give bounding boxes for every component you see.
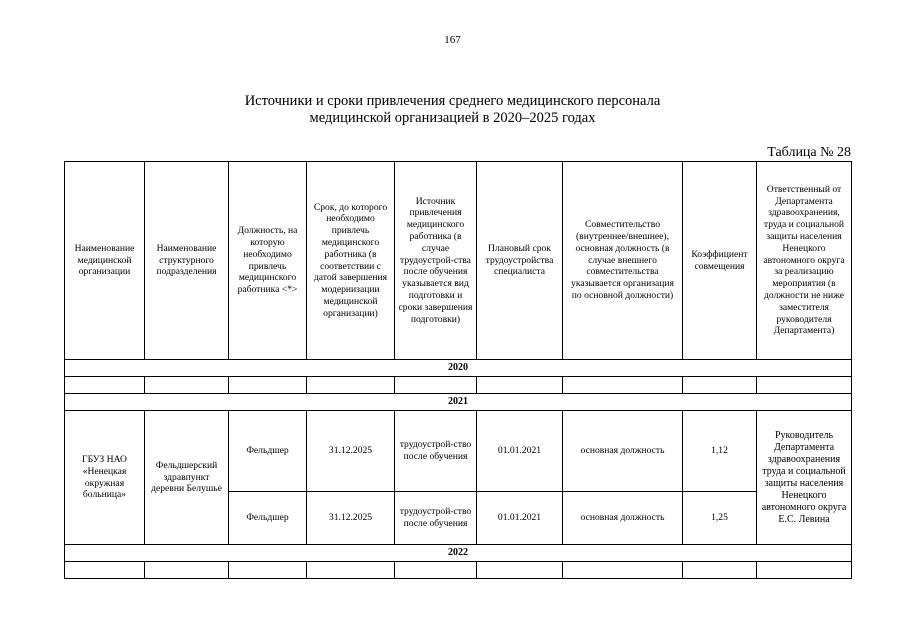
unit-name-cell: Фельдшерский здравпункт деревни Белушье (145, 411, 229, 545)
empty-cell (307, 562, 395, 579)
org-name-cell: ГБУЗ НАО «Ненецкая окружная больница» (65, 411, 145, 545)
empty-cell (307, 377, 395, 394)
combination-cell: основная должность (563, 411, 683, 492)
empty-cell (757, 377, 852, 394)
empty-cell (65, 377, 145, 394)
empty-cell (229, 562, 307, 579)
header-org-name: Наименование медицинской организации (65, 162, 145, 360)
header-row (65, 162, 852, 360)
header-deadline: Срок, до которого необходимо привлечь медицинского работника (в соответствии с датой завершения модернизации медицинской организации) (307, 162, 395, 360)
header-unit-name: Наименование структурного подразделения (145, 162, 229, 360)
header-position: Должность, на которую необходимо привлечь медицинского работника <*> (229, 162, 307, 360)
year-2021: 2021 (65, 394, 852, 411)
year-row-2022 (65, 545, 852, 562)
header-coefficient: Коэффициент совмещения (683, 162, 757, 360)
empty-cell (563, 377, 683, 394)
deadline-cell: 31.12.2025 (307, 492, 395, 545)
empty-cell (395, 562, 477, 579)
combination-cell: основная должность (563, 492, 683, 545)
planned-date-cell: 01.01.2021 (477, 411, 563, 492)
empty-cell (145, 377, 229, 394)
source-cell: трудоустрой-ство после обучения (395, 492, 477, 545)
empty-cell (563, 562, 683, 579)
empty-row-2020 (65, 377, 852, 394)
year-2020: 2020 (65, 360, 852, 377)
empty-cell (477, 562, 563, 579)
empty-cell (683, 562, 757, 579)
empty-cell (477, 377, 563, 394)
year-row-2021 (65, 394, 852, 411)
page-number: 167 (444, 34, 461, 46)
deadline-cell: 31.12.2025 (307, 411, 395, 492)
empty-cell (757, 562, 852, 579)
empty-row-2022 (65, 562, 852, 579)
empty-cell (395, 377, 477, 394)
header-combination: Совместительство (внутреннее/внешнее), основная должность (в случае внешнего совместительства указывается организация по основной должности) (563, 162, 683, 360)
empty-cell (229, 377, 307, 394)
planned-date-cell: 01.01.2021 (477, 492, 563, 545)
table-label: Таблица № 28 (767, 145, 851, 160)
coefficient-cell: 1,12 (683, 411, 757, 492)
position-cell: Фельдшер (229, 411, 307, 492)
coefficient-cell: 1,25 (683, 492, 757, 545)
position-cell: Фельдшер (229, 492, 307, 545)
empty-cell (145, 562, 229, 579)
header-planned-date: Плановый срок трудоустройства специалиста (477, 162, 563, 360)
header-source: Источник привлечения медицинского работника (в случае трудоустрой-ства после обучения указывается вид подготовки и сроки завершения подготовки) (395, 162, 477, 360)
personnel-table (64, 161, 852, 579)
title-line-2: медицинской организацией в 2020–2025 годах (309, 110, 596, 126)
empty-cell (65, 562, 145, 579)
responsible-cell: Руководитель Департамента здравоохранения труда и социальной защиты населения Ненецкого автономного округа Е.С. Левина (757, 411, 852, 545)
document-title (0, 93, 905, 127)
empty-cell (683, 377, 757, 394)
year-row-2020 (65, 360, 852, 377)
header-responsible: Ответственный от Департамента здравоохранения, труда и социальной защиты населения Ненецкого автономного округа за реализацию мероприятия (в должности не ниже заместителя руководителя Департамента) (757, 162, 852, 360)
source-cell: трудоустрой-ство после обучения (395, 411, 477, 492)
title-line-1: Источники и сроки привлечения среднего медицинского персонала (244, 93, 661, 109)
year-2022: 2022 (65, 545, 852, 562)
table-row (65, 411, 852, 492)
